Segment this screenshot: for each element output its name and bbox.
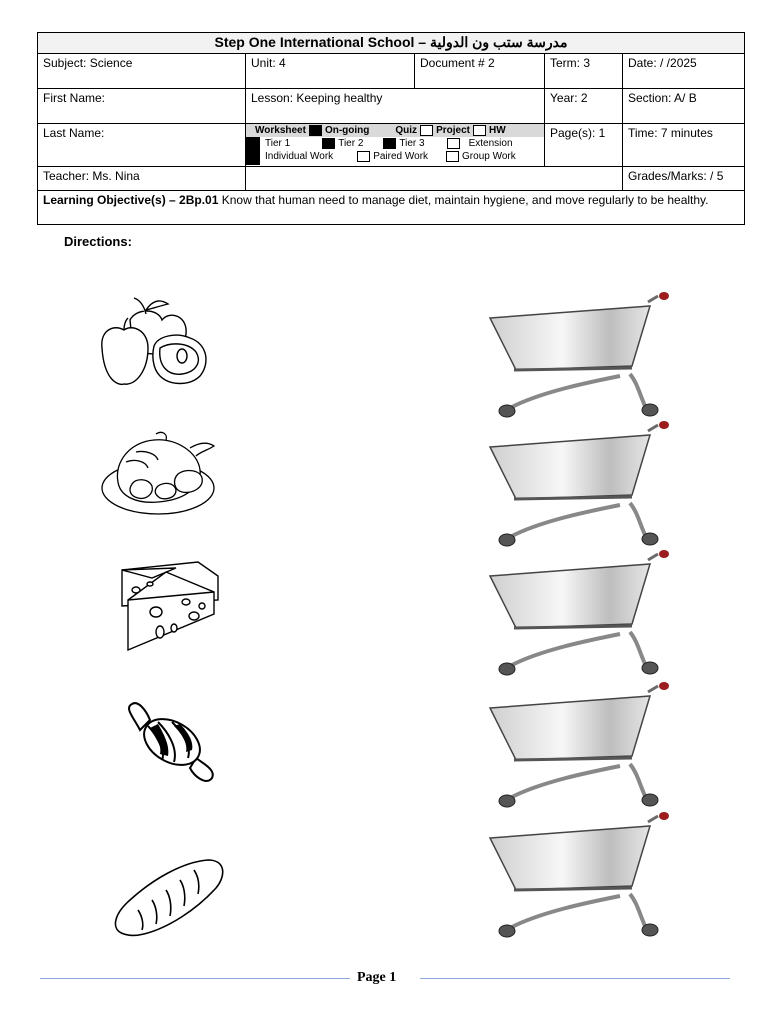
tier2-option[interactable]: Tier 2 <box>338 138 364 149</box>
teacher-cell: Teacher: Ms. Nina <box>38 167 246 191</box>
school-title: Step One International School – مدرسة ستب ون الدولية <box>38 33 745 54</box>
last-name-cell: Last Name: <box>38 124 246 167</box>
group-checkbox[interactable] <box>446 151 459 162</box>
extension-option[interactable]: Extension <box>468 138 513 149</box>
unit-cell: Unit: 4 <box>246 54 415 89</box>
shopping-cart-icon <box>480 550 680 678</box>
individual-option[interactable]: Individual Work <box>265 151 334 162</box>
pages-cell: Page(s): 1 <box>545 124 623 167</box>
footer-divider-right <box>420 978 730 979</box>
page-number: Page 1 <box>357 970 397 985</box>
extension-checkbox[interactable] <box>447 138 460 149</box>
cheese-icon <box>96 554 226 664</box>
candy-icon <box>96 694 226 804</box>
apples-icon <box>96 290 226 400</box>
subject-cell: Subject: Science <box>38 54 246 89</box>
paired-option[interactable]: Paired Work <box>373 151 429 162</box>
directions-label: Directions: <box>64 234 132 249</box>
term-cell: Term: 3 <box>545 54 623 89</box>
section-cell: Section: A/ B <box>623 89 745 124</box>
ongoing-checkbox[interactable] <box>309 125 322 136</box>
page-footer <box>40 970 730 988</box>
blank-cell <box>246 167 623 191</box>
shopping-cart-icon <box>480 292 680 420</box>
hw-option[interactable]: HW <box>488 125 506 136</box>
quiz-option[interactable]: Quiz <box>395 125 418 136</box>
shopping-cart-icon <box>480 812 680 940</box>
tier3-checkbox[interactable] <box>383 138 396 149</box>
objective-text: Know that human need to manage diet, maintain hygiene, and move regularly to be healthy. <box>218 193 709 207</box>
header-table <box>37 32 745 225</box>
footer-divider-left <box>40 978 350 979</box>
tier2-checkbox[interactable] <box>322 138 335 149</box>
paired-checkbox[interactable] <box>357 151 370 162</box>
roast-chicken-icon <box>96 422 226 532</box>
worksheet-marker <box>246 137 260 165</box>
tier1-option[interactable]: Tier 1 <box>265 138 291 149</box>
tier3-option[interactable]: Tier 3 <box>399 138 425 149</box>
document-cell: Document # 2 <box>415 54 545 89</box>
objective-label: Learning Objective(s) – 2Bp.01 <box>43 193 219 207</box>
shopping-cart-icon <box>480 421 680 549</box>
work-type-cell <box>246 124 545 167</box>
date-cell: Date: / /2025 <box>623 54 745 89</box>
project-option[interactable]: Project <box>436 125 470 136</box>
ongoing-option[interactable]: On-going <box>324 125 370 136</box>
shopping-cart-icon <box>480 682 680 810</box>
bread-icon <box>96 838 226 948</box>
time-cell: Time: 7 minutes <box>623 124 745 167</box>
lesson-cell: Lesson: Keeping healthy <box>246 89 545 124</box>
group-option[interactable]: Group Work <box>462 151 516 162</box>
first-name-cell: First Name: <box>38 89 246 124</box>
project-checkbox[interactable] <box>473 125 486 136</box>
quiz-checkbox[interactable] <box>420 125 433 136</box>
objective-cell <box>38 191 745 225</box>
worksheet-option[interactable]: Worksheet <box>255 125 306 136</box>
grades-cell: Grades/Marks: / 5 <box>623 167 745 191</box>
work-type-row <box>246 124 544 137</box>
year-cell: Year: 2 <box>545 89 623 124</box>
